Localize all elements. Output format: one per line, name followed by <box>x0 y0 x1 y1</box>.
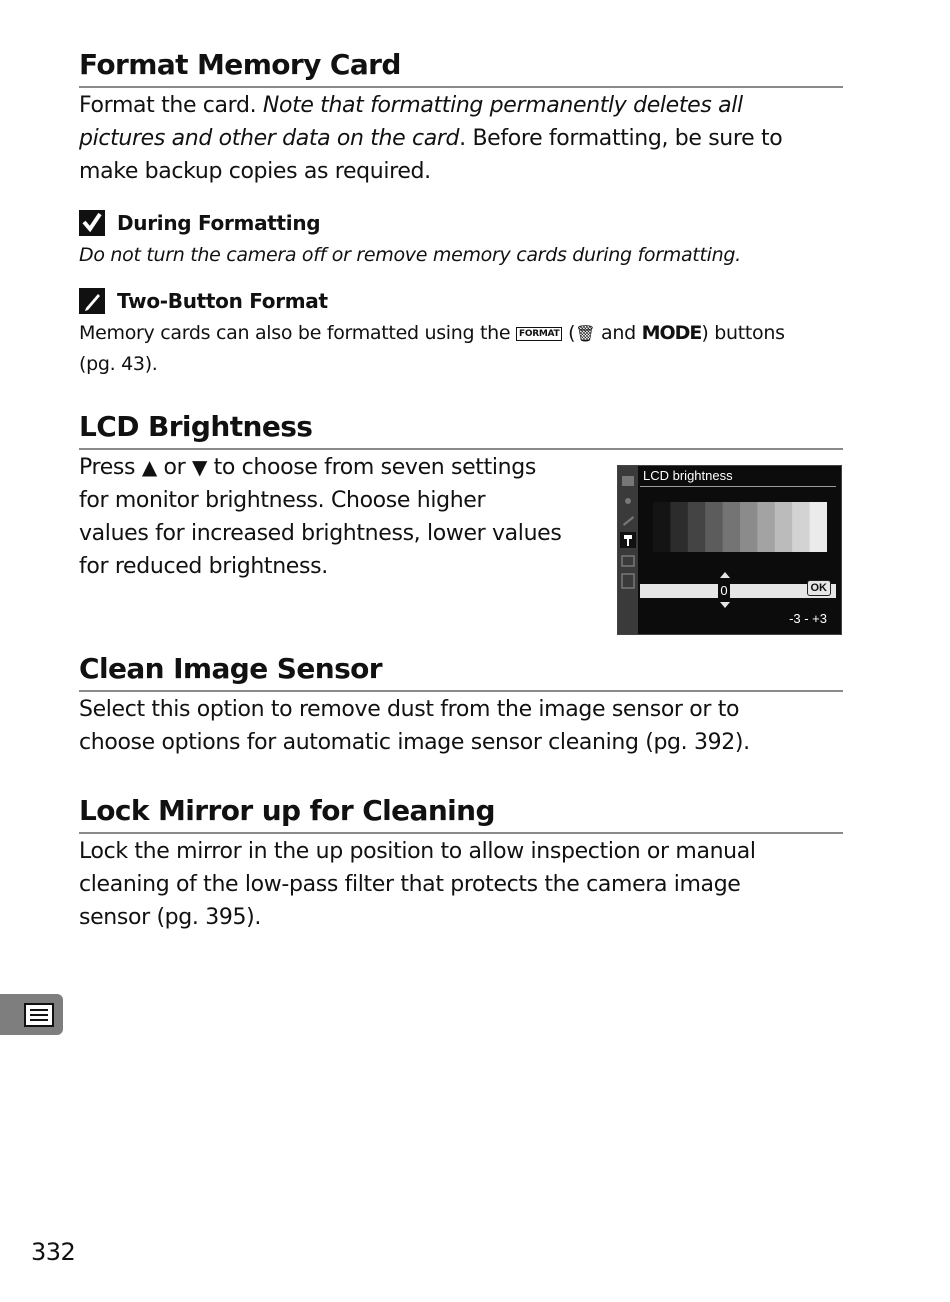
heading-format-memory-card: Format Memory Card <box>79 48 843 88</box>
mirror-text-2: cleaning of the low-pass filter that protects the camera image <box>79 872 741 897</box>
setup-menu-tab <box>0 994 63 1035</box>
lcd-body <box>79 451 609 583</box>
during-formatting-text: Do not turn the camera off or remove memory cards during formatting. <box>79 244 741 266</box>
section-lock-mirror <box>79 794 843 934</box>
gradient-step <box>670 502 688 552</box>
brightness-value: 0 <box>718 582 730 599</box>
mirror-body <box>79 835 843 934</box>
two-button-text-d: ) buttons <box>701 322 785 344</box>
menu-sidebar <box>618 466 638 634</box>
heading-lock-mirror: Lock Mirror up for Cleaning <box>79 794 843 834</box>
two-button-text-a: Memory cards can also be formatted using the <box>79 322 511 344</box>
two-button-text-c: and <box>600 322 636 344</box>
gradient-step <box>653 502 671 552</box>
during-formatting-title: During Formatting <box>117 211 321 235</box>
format-text-2b: . Before formatting, be sure to <box>459 126 783 151</box>
gradient-step <box>688 502 706 552</box>
gradient-step <box>723 502 741 552</box>
brightness-gradient <box>653 502 827 552</box>
down-arrow-icon: ▼ <box>191 455 207 479</box>
mode-button-icon: MODE <box>641 322 702 344</box>
playback-icon <box>622 476 634 486</box>
sensor-text-1: Select this option to remove dust from the image sensor or to <box>79 697 740 722</box>
section-format-memory-card <box>79 48 843 188</box>
section-clean-image-sensor <box>79 652 843 759</box>
heading-lcd-brightness: LCD Brightness <box>79 410 843 450</box>
lcd-text-4: for reduced brightness. <box>79 554 328 579</box>
retouch-icon <box>622 556 634 566</box>
page-number: 332 <box>31 1238 76 1266</box>
delete-button-icon: 🗑 <box>575 324 596 343</box>
format-text-3: make backup copies as required. <box>79 159 431 184</box>
lcd-text-1c: to choose from seven settings <box>213 455 536 480</box>
mirror-text-3: sensor (pg. 395). <box>79 905 262 930</box>
brightness-range: -3 - +3 <box>789 611 827 626</box>
lcd-text-1a: Press <box>79 455 136 480</box>
gradient-step <box>757 502 775 552</box>
gradient-step <box>775 502 793 552</box>
note-pencil-icon <box>79 288 105 314</box>
gradient-step <box>810 502 827 552</box>
heading-clean-image-sensor: Clean Image Sensor <box>79 652 843 692</box>
two-button-format-text <box>79 318 859 379</box>
two-button-text-b: ( <box>568 322 576 344</box>
lcd-text-1b: or <box>163 455 186 480</box>
lcd-brightness-screenshot <box>617 465 842 635</box>
sensor-text-2: choose options for automatic image sensor cleaning (pg. 392). <box>79 730 750 755</box>
format-text-1b: Note that formatting permanently deletes all <box>262 93 743 118</box>
format-button-icon: FORMAT <box>516 327 562 341</box>
mirror-text-1: Lock the mirror in the up position to allow inspection or manual <box>79 839 756 864</box>
format-body <box>79 89 843 188</box>
caution-check-icon <box>79 210 105 236</box>
up-arrow-small-icon <box>720 572 730 578</box>
lcd-screen-title: LCD brightness <box>643 468 733 483</box>
format-text-1a: Format the card. <box>79 93 263 118</box>
camera-icon <box>625 498 631 504</box>
menu-tab-icons <box>618 466 638 634</box>
note-during-formatting <box>79 208 859 270</box>
pencil-icon <box>623 516 634 526</box>
two-button-text-e: (pg. 43). <box>79 353 158 375</box>
note-two-button-format <box>79 286 859 379</box>
gradient-step <box>740 502 758 552</box>
setup-menu-icon <box>24 1003 54 1027</box>
format-text-2a: pictures and other data on the card <box>79 126 460 151</box>
down-arrow-small-icon <box>720 602 730 608</box>
my-menu-icon <box>622 574 634 588</box>
up-arrow-icon: ▲ <box>141 455 157 479</box>
gradient-step <box>705 502 723 552</box>
lcd-text-3: values for increased brightness, lower values <box>79 521 562 546</box>
lcd-title-rule <box>640 486 836 487</box>
gradient-step <box>792 502 810 552</box>
ok-button-icon: OK <box>807 580 832 596</box>
two-button-format-title: Two-Button Format <box>117 289 328 313</box>
sensor-body <box>79 693 843 759</box>
lcd-text-2: for monitor brightness. Choose higher <box>79 488 486 513</box>
